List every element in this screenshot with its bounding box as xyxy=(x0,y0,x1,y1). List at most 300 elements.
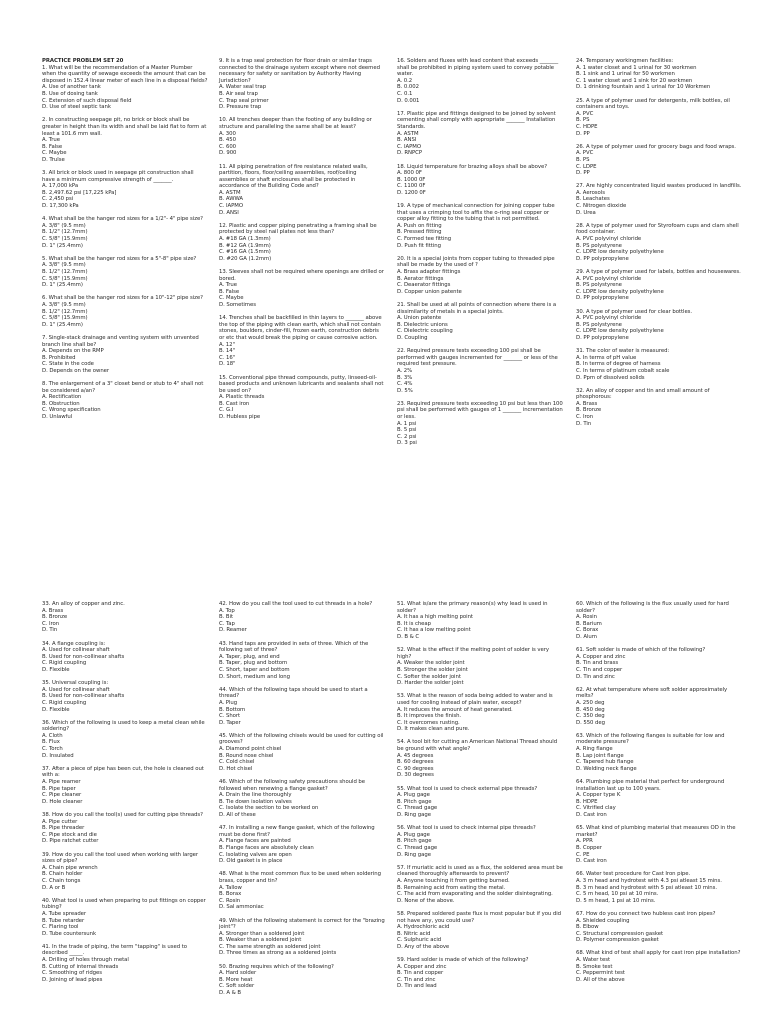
answer-option: D. Unlawful xyxy=(42,414,73,421)
answer-option: C. Deaerator fittings xyxy=(397,282,451,289)
question-block xyxy=(576,601,746,641)
question-block xyxy=(397,256,563,296)
answer-option: D. All of these xyxy=(219,812,256,818)
answer-option: B. Bronze xyxy=(576,407,602,414)
question-text: 63. Which of the following flanges is suitable for low and moderate pressure? xyxy=(576,732,727,746)
answer-option: D. 5 m head, 1 psi at 10 mins. xyxy=(576,897,656,904)
answer-option: C. 600 xyxy=(219,143,237,150)
question-text: 51. What is/are the primary reason(s) why lead is used in solder? xyxy=(397,601,550,614)
answer-option: D. Hole cleaner xyxy=(42,798,83,805)
answer-option: A. Plug gage xyxy=(397,792,430,799)
question-block xyxy=(219,964,385,997)
answer-option: C. Structural compression gasket xyxy=(576,930,663,937)
question-text: 6. What shall be the hanger rod sizes for a 10"-12" pipe size? xyxy=(42,295,203,302)
answer-option: C. 0.1 xyxy=(397,90,413,97)
question-block xyxy=(219,871,385,911)
answer-option: A. Depends on the RMP xyxy=(42,348,104,355)
answer-option: D. Ppm of dissolved solids xyxy=(576,374,645,381)
answer-option: A. PPR xyxy=(576,838,593,845)
answer-option: C. Extension of such disposal field xyxy=(42,97,132,104)
answer-option: A. 300 xyxy=(219,130,236,137)
answer-option: D. None of the above. xyxy=(397,897,455,904)
answer-option: B. Taper, plug and bottom xyxy=(219,660,288,667)
answer-option: A. Water test xyxy=(576,957,611,964)
answer-option: D. Reamer xyxy=(219,627,247,634)
question-block xyxy=(576,825,746,865)
answer-option: D. Harder the solder joint xyxy=(397,680,464,687)
answer-option: C. Rigid coupling xyxy=(42,660,87,667)
question-block xyxy=(219,641,385,681)
answer-option: C. Dielectric coupling xyxy=(397,328,453,335)
answer-option: B. Copper xyxy=(576,844,602,851)
answer-option: A. PVC polyvinyl chloride xyxy=(576,275,642,282)
answer-option: C. The acid from evaporating and the solder disintegrating. xyxy=(397,891,553,898)
answer-option: D. Use of steel septic tank xyxy=(42,104,111,111)
answer-option: A. Pipe cutter xyxy=(42,818,78,825)
question-text: 1. What will be the recommendation of a Master Plumber when the quantity of sewage exceeds the amount that can be disposed in 152.4 linear meter of each line in a disposal fields? xyxy=(42,64,208,84)
answer-option: C. IAPMO xyxy=(219,203,243,210)
answer-option: A. #18 GA (1.3mm) xyxy=(219,236,271,243)
answer-option: B. Weaker than a soldered joint xyxy=(219,937,302,944)
column-2 xyxy=(219,58,385,427)
answer-option: B. PS polystyrene xyxy=(576,282,622,289)
answer-option: A. Taper, plug, and end xyxy=(219,653,280,660)
answer-option: D. 550 deg xyxy=(576,719,605,726)
question-text: 68. What kind of test shall apply for cast iron pipe installation? xyxy=(576,950,741,957)
answer-option: D. Cast iron xyxy=(576,812,607,818)
answer-option: B. Tin and copper xyxy=(397,970,444,977)
answer-option: C. Tin and copper xyxy=(576,666,623,673)
answer-option: B. Leachates xyxy=(576,196,610,203)
question-block xyxy=(576,348,746,381)
answer-option: B. Flange faces are absolutely clean xyxy=(219,844,314,851)
answer-option: C. Isolate the section to be worked on xyxy=(219,805,319,812)
answer-option: C. G.I xyxy=(219,407,234,414)
answer-option: B. Chain holder xyxy=(42,871,83,878)
answer-option: D. Tin and zinc xyxy=(576,673,615,680)
answer-option: A. 3 m head and hydrotest with 4.3 psi atleast 15 mins. xyxy=(576,877,722,884)
answer-option: B. 60 degrees xyxy=(397,759,434,766)
question-text: 8. The enlargement of a 3" closet bend or stub to 4" shall not be considered a/an? xyxy=(42,381,205,394)
question-block xyxy=(397,348,563,394)
answer-option: B. Cutting of internal threads xyxy=(42,963,119,970)
answer-option: B. Pitch gage xyxy=(397,798,432,805)
answer-option: A. 2% xyxy=(397,367,413,374)
answer-option: B. HDPE xyxy=(576,798,598,805)
answer-option: B. Tin and brass xyxy=(576,660,619,667)
answer-option: C. Trap seal primer xyxy=(219,97,269,104)
question-text: 32. An alloy of copper and tin and small amount of phosphorous: xyxy=(576,387,712,401)
answer-option: A. 3/8" (9.5 mm) xyxy=(42,222,86,229)
question-text: 45. Which of the following chisels would be used for cutting oil grooves? xyxy=(219,732,386,746)
answer-option: C. It has a low melting point xyxy=(397,627,471,634)
column-7 xyxy=(397,601,563,997)
answer-option: C. Tap xyxy=(219,620,235,627)
answer-option: C. Iron xyxy=(42,620,60,627)
answer-option: D. PP polypropylene xyxy=(576,255,629,262)
answer-option: C. Short xyxy=(219,713,241,720)
answer-option: B. Elbow xyxy=(576,924,599,931)
column-4 xyxy=(576,58,746,434)
question-block xyxy=(576,911,746,944)
question-text: 38. How do you call the tool(s) used for cutting pipe threads? xyxy=(42,812,203,818)
question-text: 35. Universal coupling is: xyxy=(42,680,109,687)
question-block xyxy=(397,911,563,951)
question-block xyxy=(397,203,563,249)
answer-option: C. Sulphuric acid xyxy=(397,937,442,944)
answer-option: D. 1" (25.4mm) xyxy=(42,282,83,289)
answer-option: C. Wrong specification xyxy=(42,407,101,414)
answer-option: C. 1100 0F xyxy=(397,183,426,190)
answer-option: D. Tin xyxy=(42,627,58,634)
answer-option: B. PS polystyrene xyxy=(576,242,622,249)
answer-option: C. 2 psi xyxy=(397,433,417,440)
answer-option: B. Bottom xyxy=(219,706,246,713)
answer-option: A. It has a high melting point xyxy=(397,614,473,621)
question-block xyxy=(397,865,563,905)
answer-option: B. Stronger the solder joint xyxy=(397,666,468,673)
answer-option: C. 350 deg xyxy=(576,713,605,720)
answer-option: C. Isolating valves are open xyxy=(219,851,292,858)
answer-option: C. 5/8" (15.9mm) xyxy=(42,315,88,322)
answer-option: D. 900 xyxy=(219,150,237,157)
answer-option: C. Rosin xyxy=(219,897,241,904)
question-block xyxy=(397,302,563,342)
answer-option: B. PS xyxy=(576,156,590,163)
answer-option: D. 0.001 xyxy=(397,97,420,104)
answer-option: D. ANSI xyxy=(219,209,239,216)
answer-option: C. IAPMO xyxy=(397,143,421,150)
answer-option: D. RNPCP xyxy=(397,150,422,157)
answer-option: C. LDPE low density polyethylene xyxy=(576,288,664,295)
answer-option: A. ASTM xyxy=(397,130,419,137)
question-text: 23. Required pressure tests exceeding 10 psi but less than 100 psi shall be performed with gauges of 1 _______ incrementation or less. xyxy=(397,400,565,421)
answer-option: B. 3 m head and hydrotest with 5 psi atleast 10 mins. xyxy=(576,884,718,891)
answer-option: A. Tallow xyxy=(219,884,242,891)
answer-option: A. Pipe reamer xyxy=(42,779,81,786)
question-text: 17. Plastic pipe and fittings designed to be joined by solvent cementing shall comply with appropriate _______ Installation Standards. xyxy=(397,110,558,130)
answer-option: D. Short, medium and long xyxy=(219,673,290,680)
question-block xyxy=(397,401,563,447)
answer-option: A. Drilling of holes through metal xyxy=(42,957,129,964)
answer-option: B. Prohibited xyxy=(42,354,76,361)
question-block xyxy=(576,687,746,727)
answer-option: B. 2,497.62 psi [17,225 kPa] xyxy=(42,189,117,196)
question-block xyxy=(42,335,208,375)
answer-option: C. Borax xyxy=(576,627,599,634)
answer-option: A. 1 water closet and 1 urinal for 30 workmen xyxy=(576,64,697,71)
question-block xyxy=(42,766,208,806)
answer-option: B. Round nose chisel xyxy=(219,752,274,759)
answer-option: B. Barium xyxy=(576,620,602,627)
answer-option: C. Vitrified clay xyxy=(576,805,616,812)
question-text: 47. In installing a new flange gasket, which of the following must be done first? xyxy=(219,825,377,838)
question-block xyxy=(397,739,563,779)
question-block xyxy=(219,315,385,368)
answer-option: D. Welding neck flange xyxy=(576,765,637,772)
question-text: 21. Shall be used at all points of connection where there is a dissimilarity of metals in a special joints. xyxy=(397,301,558,315)
answer-option: C. Tin and zinc xyxy=(397,976,436,983)
question-text: 19. A type of mechanical connection for joining copper tube that uses a crimping tool to affix the o-ring seal copper or copper alloy fitting to the tubing that is not permitted. xyxy=(397,203,557,223)
answer-option: D. Insulated xyxy=(42,752,74,759)
question-block xyxy=(397,164,563,197)
question-text: 15. Conventional pipe thread compounds, putty, linseed-oil-based products and unknown lubricants and sealants shall not be used on? xyxy=(219,374,386,394)
question-text: 28. A type of polymer used for Styrofoam cups and clam shell food container. xyxy=(576,222,741,236)
question-text: 52. What is the effect if the melting point of solder is very high? xyxy=(397,647,551,660)
answer-option: C. Softer the solder joint xyxy=(397,673,461,680)
answer-option: A. Water seal trap xyxy=(219,84,267,91)
answer-option: C. State in the code xyxy=(42,361,94,368)
answer-option: C. Pipe cleaner xyxy=(42,792,82,799)
answer-option: A. Brass xyxy=(576,400,598,407)
question-block xyxy=(576,98,746,138)
question-block xyxy=(42,256,208,289)
answer-option: A. True xyxy=(42,137,60,144)
answer-option: D. Flexible xyxy=(42,666,70,673)
answer-option: B. AWWA xyxy=(219,196,244,203)
question-block xyxy=(576,388,746,428)
answer-option: C. 5 m head, 10 psi at 10 mins. xyxy=(576,891,659,898)
answer-option: A. Copper and zinc xyxy=(576,653,626,660)
question-text: 62. At what temperature where soft solder approximately melts? xyxy=(576,686,729,700)
answer-option: B. Nitric acid xyxy=(397,930,431,937)
question-block xyxy=(576,733,746,773)
question-block xyxy=(42,601,208,634)
answer-option: C. Rigid coupling xyxy=(42,699,87,706)
question-text: 34. A flange coupling is: xyxy=(42,640,106,647)
answer-option: B. Tube retarder xyxy=(42,917,85,924)
question-text: 2. In constructing seepage pit, no brick or block shall be greater in height than its width and shall be laid flat to form at least a 101.6 mm wall. xyxy=(42,117,208,137)
answer-option: D. Any of the above xyxy=(397,943,450,950)
answer-option: D. Cast iron xyxy=(576,858,607,865)
question-text: 4. What shall be the hanger rod sizes for a 1/2"- 4" pipe size? xyxy=(42,216,203,223)
question-text: 42. How do you call the tool used to cut threads in a hole? xyxy=(219,601,373,607)
question-block xyxy=(219,825,385,865)
answer-option: A. Stronger than a soldered joint xyxy=(219,930,305,937)
answer-option: A. Used for collinear shaft xyxy=(42,647,110,654)
question-block xyxy=(42,641,208,674)
answer-option: A. 45 degrees xyxy=(397,752,434,759)
answer-option: A. PVC polyvinyl chloride xyxy=(576,315,642,322)
answer-option: A. 12" xyxy=(219,341,235,348)
column-3 xyxy=(397,58,563,454)
answer-option: D. Push fit fitting xyxy=(397,242,441,249)
answer-option: D. It makes clean and pure. xyxy=(397,726,470,733)
question-text: 65. What kind of plumbing material that measures OD in the market? xyxy=(576,825,738,838)
answer-option: B. Tie down isolation valves xyxy=(219,798,292,805)
answer-option: D. Tin xyxy=(576,420,592,427)
answer-option: B. 14" xyxy=(219,348,236,355)
answer-option: B. 5 psi xyxy=(397,427,417,434)
answer-option: B. 0.002 xyxy=(397,84,419,91)
answer-option: B. Smoke test xyxy=(576,963,613,970)
column-6 xyxy=(219,601,385,1003)
question-block xyxy=(397,647,563,687)
answer-option: A. Diamond point chisel xyxy=(219,746,282,753)
answer-option: A. Union patente xyxy=(397,315,442,322)
answer-option: A. Tube spreader xyxy=(42,910,87,917)
question-block xyxy=(397,58,563,104)
answer-option: A. Use of another tank xyxy=(42,84,101,91)
question-text: 49. Which of the following statement is correct for the "brazing joint"? xyxy=(219,917,387,931)
answer-option: B. Air seal trap xyxy=(219,90,258,97)
answer-option: B. 1 sink and 1 urinal for 50 workmen xyxy=(576,71,675,78)
answer-option: D. PP polypropylene xyxy=(576,334,629,341)
answer-option: A. Ring flange xyxy=(576,746,613,753)
question-block xyxy=(219,269,385,309)
answer-option: D. A & B xyxy=(219,990,241,997)
answer-option: C. 4% xyxy=(397,381,413,388)
question-block xyxy=(219,117,385,157)
answer-option: C. Nitrogen dioxide xyxy=(576,203,627,210)
answer-option: A. Plug xyxy=(219,699,238,706)
question-text: 9. It is a trap seal protection for floor drain or similar traps connected to the drainage system except where not deemed necessary for safety or sanitation by Authority Having Jurisdiction? xyxy=(219,58,382,84)
answer-option: D. Polymer compression gasket xyxy=(576,937,659,944)
question-text: 26. A type of polymer used for grocery bags and food wraps. xyxy=(576,143,736,150)
answer-option: B. 1/2" (12.7mm) xyxy=(42,308,88,315)
question-block xyxy=(397,825,563,858)
answer-option: A. Plastic threads xyxy=(219,394,265,401)
question-block xyxy=(576,871,746,904)
answer-option: D. PP xyxy=(576,130,590,137)
answer-option: B. Lap joint flange xyxy=(576,752,624,759)
answer-option: B. Bronze xyxy=(42,614,68,621)
answer-option: C. In terms of platinum cobalt scale xyxy=(576,367,670,374)
answer-option: D. 17,300 kPa xyxy=(42,203,79,210)
answer-option: D. Pipe ratchet cutter xyxy=(42,838,99,845)
question-block xyxy=(219,918,385,958)
answer-option: A. Shielded coupling xyxy=(576,917,630,924)
document-title: PRACTICE PROBLEM SET 20 xyxy=(42,58,124,64)
answer-option: D. Joining of lead pipes xyxy=(42,976,103,983)
answer-option: B. PS polystyrene xyxy=(576,321,622,328)
answer-option: C. Chain tongs xyxy=(42,877,81,884)
answer-option: D. Three times as strong as a soldered joints xyxy=(219,950,337,957)
answer-option: B. It is cheap xyxy=(397,620,431,627)
question-text: 16. Solders and fluxes with lead content that exceeds _______ shall be prohibited in piping system used to convey potable water. xyxy=(397,58,560,78)
question-text: 37. After a piece of pipe has been cut, the hole is cleaned out with a: xyxy=(42,765,206,779)
answer-option: B. 1000 0F xyxy=(397,176,426,183)
column-5 xyxy=(42,601,208,990)
answer-option: C. LDPE xyxy=(576,163,597,170)
answer-option: D. Depends on the owner xyxy=(42,367,110,374)
answer-option: C. Tapered hub flange xyxy=(576,759,634,766)
answer-option: C. Formed tee fitting xyxy=(397,236,452,243)
answer-option: B. In terms of degree of harness xyxy=(576,361,661,368)
question-text: 61. Soft solder is made of which of the following? xyxy=(576,647,706,654)
answer-option: C. Soft solder xyxy=(219,983,255,990)
column-8 xyxy=(576,601,746,990)
answer-option: D. Pressure trap xyxy=(219,104,262,111)
answer-option: D. Hubless pipe xyxy=(219,414,261,421)
question-text: 18. Liquid temperature for brazing alloys shall be above? xyxy=(397,163,548,170)
question-text: 10. All trenches deeper than the footing of any building or structure and paralleling the same shall be at least? xyxy=(219,117,374,130)
answer-option: C. The same strength as soldered joint xyxy=(219,943,321,950)
question-text: 20. It is a special joints from copper tubing to threaded pipe shall be made by the used of ? xyxy=(397,255,557,269)
answer-option: A. 0.2 xyxy=(397,77,413,84)
question-text: 25. A type of polymer used for detergents, milk bottles, oil containers and toys. xyxy=(576,97,732,111)
question-block xyxy=(42,944,208,984)
answer-option: D. Flexible xyxy=(42,706,70,713)
question-text: 58. Prepared soldered paste flux is most popular but if you did not have any, you could use? xyxy=(397,910,563,924)
question-block xyxy=(42,898,208,938)
answer-option: B. False xyxy=(42,143,63,150)
question-text: 41. In the trade of piping, the term "tapping" is used to described _____. xyxy=(42,943,189,957)
answer-option: B. Cast iron xyxy=(219,400,250,407)
answer-option: B. Pipe threader xyxy=(42,825,85,832)
answer-option: D. 1" (25.4mm) xyxy=(42,242,83,249)
answer-option: A. Brass xyxy=(42,607,64,614)
answer-option: A. Rosin xyxy=(576,614,597,621)
answer-option: A. Weaker the solder joint xyxy=(397,660,465,667)
answer-option: D. 5% xyxy=(397,387,413,394)
answer-option: C. PE xyxy=(576,851,590,858)
answer-option: C. 1 water closet and 1 sink for 20 workmen xyxy=(576,77,693,84)
question-block xyxy=(576,309,746,342)
question-block xyxy=(42,680,208,713)
question-block xyxy=(576,779,746,819)
answer-option: A. Anyone touching it from getting burned. xyxy=(397,877,510,884)
answer-option: B. Borax xyxy=(219,891,242,898)
question-text: 67. How do you connect two hubless cast iron pipes? xyxy=(576,910,716,917)
question-text: 14. Trenches shall be backfilled in thin layers to _______ above the top of the piping with clean earth, which shall not contain stones, boulders, cinder-fill, frozen earth, construction debris or etc that would break the piping or cause corrosive action. xyxy=(219,315,384,341)
question-text: 3. All brick or block used in seepage pit construction shall have a minimum compressive strength of _______. xyxy=(42,170,196,183)
answer-option: A. It reduces the amount of heat generated. xyxy=(397,706,513,713)
answer-option: B. Used for non-collinear shafts xyxy=(42,693,125,700)
question-text: 46. Which of the following safety precautions should be followed when renewing a flange gasket? xyxy=(219,779,367,792)
answer-option: D. Urea xyxy=(576,209,596,216)
answer-option: B. Aerator fittings xyxy=(397,275,444,282)
question-text: 40. What tool is used when preparing to put fittings on copper tubing? xyxy=(42,897,208,911)
answer-option: D. PP xyxy=(576,170,590,177)
question-text: 66. Water test procedure for Cast Iron pipe. xyxy=(576,871,691,878)
answer-option: C. Thread gage xyxy=(397,805,438,812)
answer-option: A. Hard solder xyxy=(219,970,257,977)
answer-option: B. False xyxy=(219,288,240,295)
question-block xyxy=(42,117,208,163)
question-block xyxy=(219,779,385,819)
answer-option: C. 90 degrees xyxy=(397,765,434,772)
answer-option: C. It overcomes rusting. xyxy=(397,719,460,726)
answer-option: B. Pipe taper xyxy=(42,785,76,792)
answer-option: C. #16 GA (1.5mm) xyxy=(219,249,271,256)
answer-option: D. #20 GA (1.2mm) xyxy=(219,255,272,262)
answer-option: B. 450 deg xyxy=(576,706,605,713)
answer-option: A. 250 deg xyxy=(576,699,605,706)
answer-option: C. Maybe xyxy=(42,150,67,157)
answer-option: C. HDPE xyxy=(576,123,598,130)
answer-option: A. 3/8" (9.5 mm) xyxy=(42,301,86,308)
question-block xyxy=(576,223,746,263)
question-block xyxy=(397,601,563,641)
question-text: 39. How do you call the tool used when working with larger sizes of pipe? xyxy=(42,851,200,865)
answer-option: B. 1/2" (12.7mm) xyxy=(42,269,88,275)
answer-option: B. 450 xyxy=(219,137,236,144)
question-text: 13. Sleeves shall not be required where openings are drilled or bored. xyxy=(219,269,386,282)
answer-option: C. Short, taper and bottom xyxy=(219,666,290,673)
question-block xyxy=(397,111,563,157)
answer-option: D. Trulse xyxy=(42,156,65,163)
question-text: 50. Brazing requires which of the following? xyxy=(219,963,334,970)
answer-option: A. Push on fitting xyxy=(397,222,442,229)
question-text: 30. A type of polymer used for clear bottles. xyxy=(576,308,693,315)
answer-option: A. Copper and zinc xyxy=(397,963,447,970)
answer-option: C. Thread gage xyxy=(397,844,438,851)
question-text: 59. Hard solder is made of which of the following? xyxy=(397,957,529,964)
column-1 xyxy=(42,58,208,427)
answer-option: B. Dielectric unions xyxy=(397,321,448,328)
answer-option: D. Tin and lead xyxy=(397,983,437,990)
